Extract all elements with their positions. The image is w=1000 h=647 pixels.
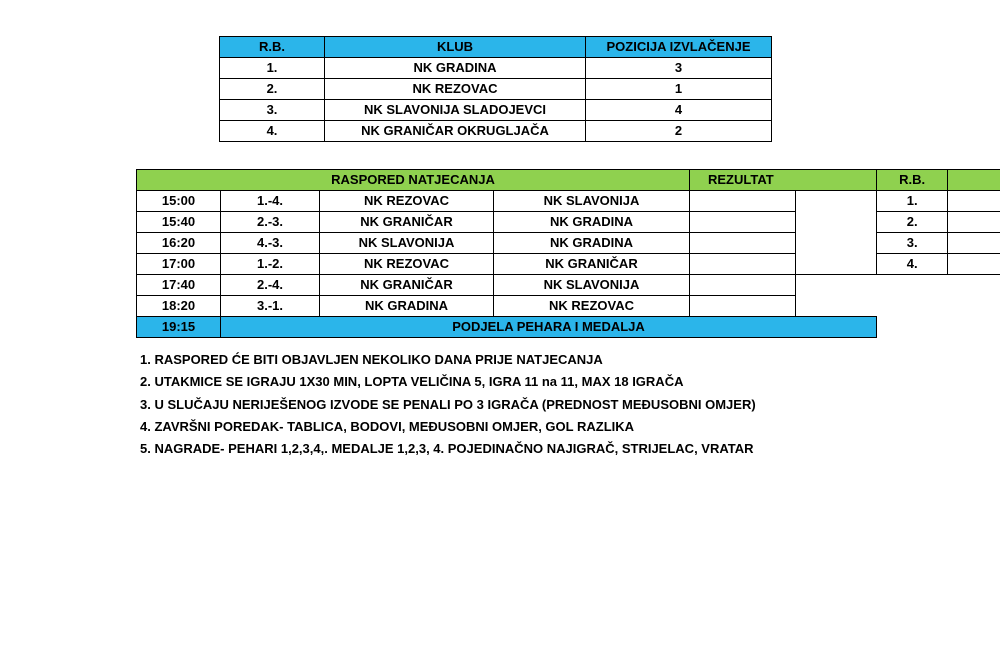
away-team: NK SLAVONIJA [494, 191, 690, 212]
match-row [137, 254, 877, 275]
home-team: NK GRANIČAR [320, 212, 494, 233]
match-time: 17:40 [137, 275, 221, 296]
header-rb: R.B. [220, 37, 325, 58]
match-time: 15:40 [137, 212, 221, 233]
home-team: NK REZOVAC [320, 191, 494, 212]
row-number: 4. [220, 121, 325, 142]
home-team: NK GRANIČAR [320, 275, 494, 296]
home-team: NK SLAVONIJA [320, 233, 494, 254]
match-row [137, 212, 877, 233]
table-row [220, 100, 772, 121]
note-line: 5. NAGRADE- PEHARI 1,2,3,4,. MEDALJE 1,2,3, 4. POJEDINAČNO NAJIGRAČ, STRIJELAC, VRATAR [140, 441, 754, 457]
home-team: NK GRADINA [320, 296, 494, 317]
result-header: REZULTAT [690, 170, 877, 191]
standings-row [877, 212, 1000, 233]
table-row [220, 58, 772, 79]
draw-position: 2 [586, 121, 772, 142]
match-time: 18:20 [137, 296, 221, 317]
table-row [220, 79, 772, 100]
match-row [137, 191, 877, 212]
away-team: NK GRANIČAR [494, 254, 690, 275]
standings-row [877, 191, 1000, 212]
schedule-title: RASPORED NATJECANJA [137, 170, 690, 191]
away-team: NK GRADINA [494, 212, 690, 233]
ceremony-row [137, 317, 877, 338]
match-time: 17:00 [137, 254, 221, 275]
table-row [220, 121, 772, 142]
rules-notes [140, 349, 756, 460]
club-name: NK GRADINA [325, 58, 586, 79]
standings-header [877, 170, 1000, 191]
draw-table [219, 36, 772, 142]
schedule-header [137, 170, 877, 191]
ceremony-time: 19:15 [137, 317, 221, 338]
note-line: 4. ZAVRŠNI POREDAK- TABLICA, BODOVI, MEĐUSOBNI OMJER, GOL RAZLIKA [140, 418, 635, 434]
match-result [690, 275, 796, 296]
match-row [137, 233, 877, 254]
match-result [690, 254, 796, 275]
ceremony-label: PODJELA PEHARA I MEDALJA [221, 317, 877, 338]
standings-header-rb: R.B. [877, 170, 948, 191]
draw-position: 1 [586, 79, 772, 100]
header-club: KLUB [325, 37, 586, 58]
club-name: NK SLAVONIJA SLADOJEVCI [325, 100, 586, 121]
match-time: 15:00 [137, 191, 221, 212]
draw-table-header [220, 37, 772, 58]
match-pairing: 4.-3. [221, 233, 320, 254]
away-team: NK GRADINA [494, 233, 690, 254]
home-team: NK REZOVAC [320, 254, 494, 275]
away-team: NK SLAVONIJA [494, 275, 690, 296]
standings-table [876, 169, 1000, 275]
match-pairing: 2.-3. [221, 212, 320, 233]
header-draw-position: POZICIJA IZVLAČENJE [586, 37, 772, 58]
note-line: 3. U SLUČAJU NERIJEŠENOG IZVODE SE PENALI PO 3 IGRAČA (PREDNOST MEĐUSOBNI OMJER) [140, 396, 756, 412]
match-time: 16:20 [137, 233, 221, 254]
note-line: 2. UTAKMICE SE IGRAJU 1X30 MIN, LOPTA VELIČINA 5, IGRA 11 na 11, MAX 18 IGRAČA [140, 374, 684, 390]
draw-position: 3 [586, 58, 772, 79]
match-row [137, 275, 877, 296]
match-result [690, 233, 796, 254]
standing-rank: 3. [877, 233, 948, 254]
standing-rank: 4. [877, 254, 948, 275]
standings-row [877, 233, 1000, 254]
note-line: 1. RASPORED ĆE BITI OBJAVLJEN NEKOLIKO DANA PRIJE NATJECANJA [140, 352, 603, 367]
match-pairing: 1.-2. [221, 254, 320, 275]
row-number: 1. [220, 58, 325, 79]
match-pairing: 1.-4. [221, 191, 320, 212]
match-row [137, 296, 877, 317]
away-team: NK REZOVAC [494, 296, 690, 317]
row-number: 2. [220, 79, 325, 100]
standing-rank: 2. [877, 212, 948, 233]
standing-rank: 1. [877, 191, 948, 212]
match-pairing: 3.-1. [221, 296, 320, 317]
match-result [690, 191, 796, 212]
draw-position: 4 [586, 100, 772, 121]
match-result [690, 296, 796, 317]
club-name: NK GRANIČAR OKRUGLJAČA [325, 121, 586, 142]
schedule-table [136, 169, 877, 338]
match-pairing: 2.-4. [221, 275, 320, 296]
match-result [690, 212, 796, 233]
row-number: 3. [220, 100, 325, 121]
club-name: NK REZOVAC [325, 79, 586, 100]
standings-row [877, 254, 1000, 275]
